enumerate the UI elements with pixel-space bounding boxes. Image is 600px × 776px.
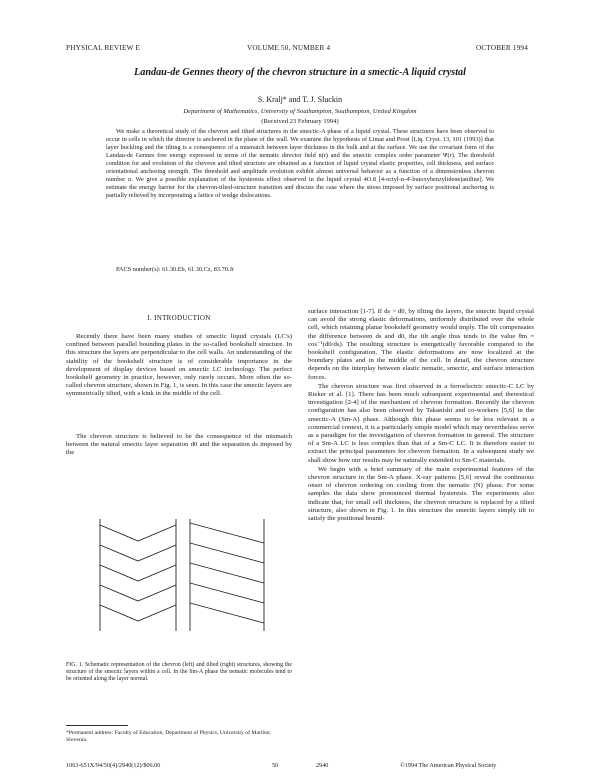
caption-text: Schematic representation of the chevron (left) and tilted (right) structures, showing the structure of the smectic layers within a cell. In the Sm-A phase the nematic molecules tend to be oriented along the layer normal. (66, 662, 292, 683)
paragraph-text: The chevron structure is believed to be the consequence of the mismatch between the natural smectic layer separation d0 and the separation ds imposed by the (66, 433, 292, 457)
footnote-rule (66, 725, 128, 726)
tilted-layer (190, 543, 264, 563)
volume-issue: VOLUME 50, NUMBER 4 (247, 44, 331, 52)
pacs-numbers: PACS number(s): 61.30.Eb, 61.30.Cz, 83.70.Jr (116, 266, 235, 273)
paragraph-text: The chevron structure was first observed in a ferroelectric smectic-C LC by Rieker et al. [1]. There has been much subsequent experimental and theoretical investigation [2-4] of the mechanism of chevron formation. Recently the chevron configuration has also been observed by Takanishi and co-workers [5,6] in the smectic-A (Sm-A) phase. Although this phase seems to be less relevant in a commercial context, it is a particularly simple model which may nevertheless serve as a paradigm for the investigation of chevron formation in general. The structure of a Sm-A LC is less complex than that of a Sm-C LC. It is therefore easier to extract the principal parameters for chevron formation. In a subsequent study we shall show how our results may be naturally extended to Sm-C materials. (308, 382, 534, 464)
figure-caption (66, 662, 292, 684)
received-date: (Received 23 February 1994) (261, 118, 339, 125)
journal-name: PHYSICAL REVIEW E (66, 44, 141, 52)
chevron-layer (100, 545, 176, 561)
page-number: 2940 (316, 762, 329, 769)
tilted-layer (190, 583, 264, 603)
chevron-layer (100, 605, 176, 621)
paragraph-text: We begin with a brief summary of the main experimental features of the chevron structure in the Sm-A phase. X-ray patterns [5,6] reveal the continuous onset of chevron ordering on cooling from the nematic (N) phase. For some samples the data show pronounced thermal hysteresis. The experiments also indicate that, for small cell thickness, the chevron structure is replaced by a tilted structure, also shown in Fig. 1. In this structure the smectic layers simply tilt to satisfy the positional bound- (308, 465, 534, 523)
issue-date: OCTOBER 1994 (476, 44, 528, 52)
footer-code: 1063-651X/94/50(4)/2940(12)/$06.00 (66, 762, 161, 769)
right-column (308, 308, 534, 523)
abstract (106, 128, 494, 200)
caption-label: FIG. 1. (66, 662, 84, 668)
section-heading: I. INTRODUCTION (147, 314, 211, 322)
abstract-text: We make a theoretical study of the chevron and tilted structures in the smectic-A phase of a liquid crystal. These structures have been observed to occur in cells in which the director is anchored in the plane of the wall. We examine the hypothesis of Limat and Prost [Liq. Cryst. 13, 101 (1993)] that layer buckling and the tilting is a consequence of a mismatch between layer thickness in the bulk and at the surface. We use the covariant form of the Landau-de Gennes free energy expressed in terms of the nematic director field n(r) and the smectic complex order parameter Ψ(r). The threshold condition for and evolution of the chevron and tilted structure are obtained as a function of liquid crystal elastic properties, cell thickness, and surface orientational anchoring strength. The threshold and amplitude evolution exhibit almost universal behavior as a function of a dimensionless chevron number σ. We give a possible explanation of the hysteresis effect observed in the liquid crystal 4O.8 [4-octyl-n-4'-butoxybenzylidene)aniline]. We estimate the energy barrier for the chevron-tilted-structure transition and discuss the case where the stress imposed by surface positional anchoring is partially relieved by incorporating a lattice of wedge dislocations. (106, 128, 494, 200)
tilted-layer (190, 563, 264, 583)
paper-title: Landau-de Gennes theory of the chevron structure in a smectic-A liquid crystal (134, 67, 466, 78)
paragraph-text: surface interaction [1-7]. If ds > d0, by tilting the layers, the smectic liquid crystal can avoid the strong elastic deformations, uniformly distributed over the whole cell, which retaining planar bookshelf geometry would imply. The tilt compensates the difference between ds and d0, the tilt angle thus tends to the value θm = cos⁻¹(d0/ds). The resulting structure is energetically favorable compared to the bookshelf configuration. The elastic deformations are now localized at the boundary plates and in the middle of the cell. In detail, the chevron structure depends on the interplay between elastic nematic, smectic, and surface interaction forces. (308, 308, 534, 381)
left-column-paragraph-2 (66, 433, 292, 458)
left-column-paragraph-1 (66, 333, 292, 399)
footer-volume: 50 (272, 762, 279, 769)
paragraph-text: Recently there have been many studies of smectic liquid crystals (LC's) confined between parallel bounding plates in the so-called bookshelf structure. In this structure the layers are perpendicular to the cell walls. An understanding of the stability of the bookshelf structure is of considerable importance in the development of display devices based on smectic LC technology. The perfect bookshelf geometry in practice, however, only rarely occurs. More often the so-called chevron structure, shown in Fig. 1, is seen. In this case the smectic layers are symmetrically tilted, with a kink in the middle of the cell. (66, 333, 292, 398)
tilted-layer (190, 603, 264, 623)
copyright: ©1994 The American Physical Society (400, 762, 497, 769)
chevron-layer (100, 565, 176, 581)
chevron-layer (100, 585, 176, 601)
footnote: *Permanent address: Faculty of Education, Department of Physics, University of Maribor, Slovenia. (66, 730, 272, 743)
figure-1-chevron-diagram (98, 517, 266, 633)
affiliation: Department of Mathematics, University of Southampton, Southampton, United Kingdom (183, 108, 417, 115)
author-list: S. Kralj* and T. J. Sluckin (257, 95, 343, 104)
chevron-layer (100, 525, 176, 541)
tilted-layer (190, 523, 264, 543)
